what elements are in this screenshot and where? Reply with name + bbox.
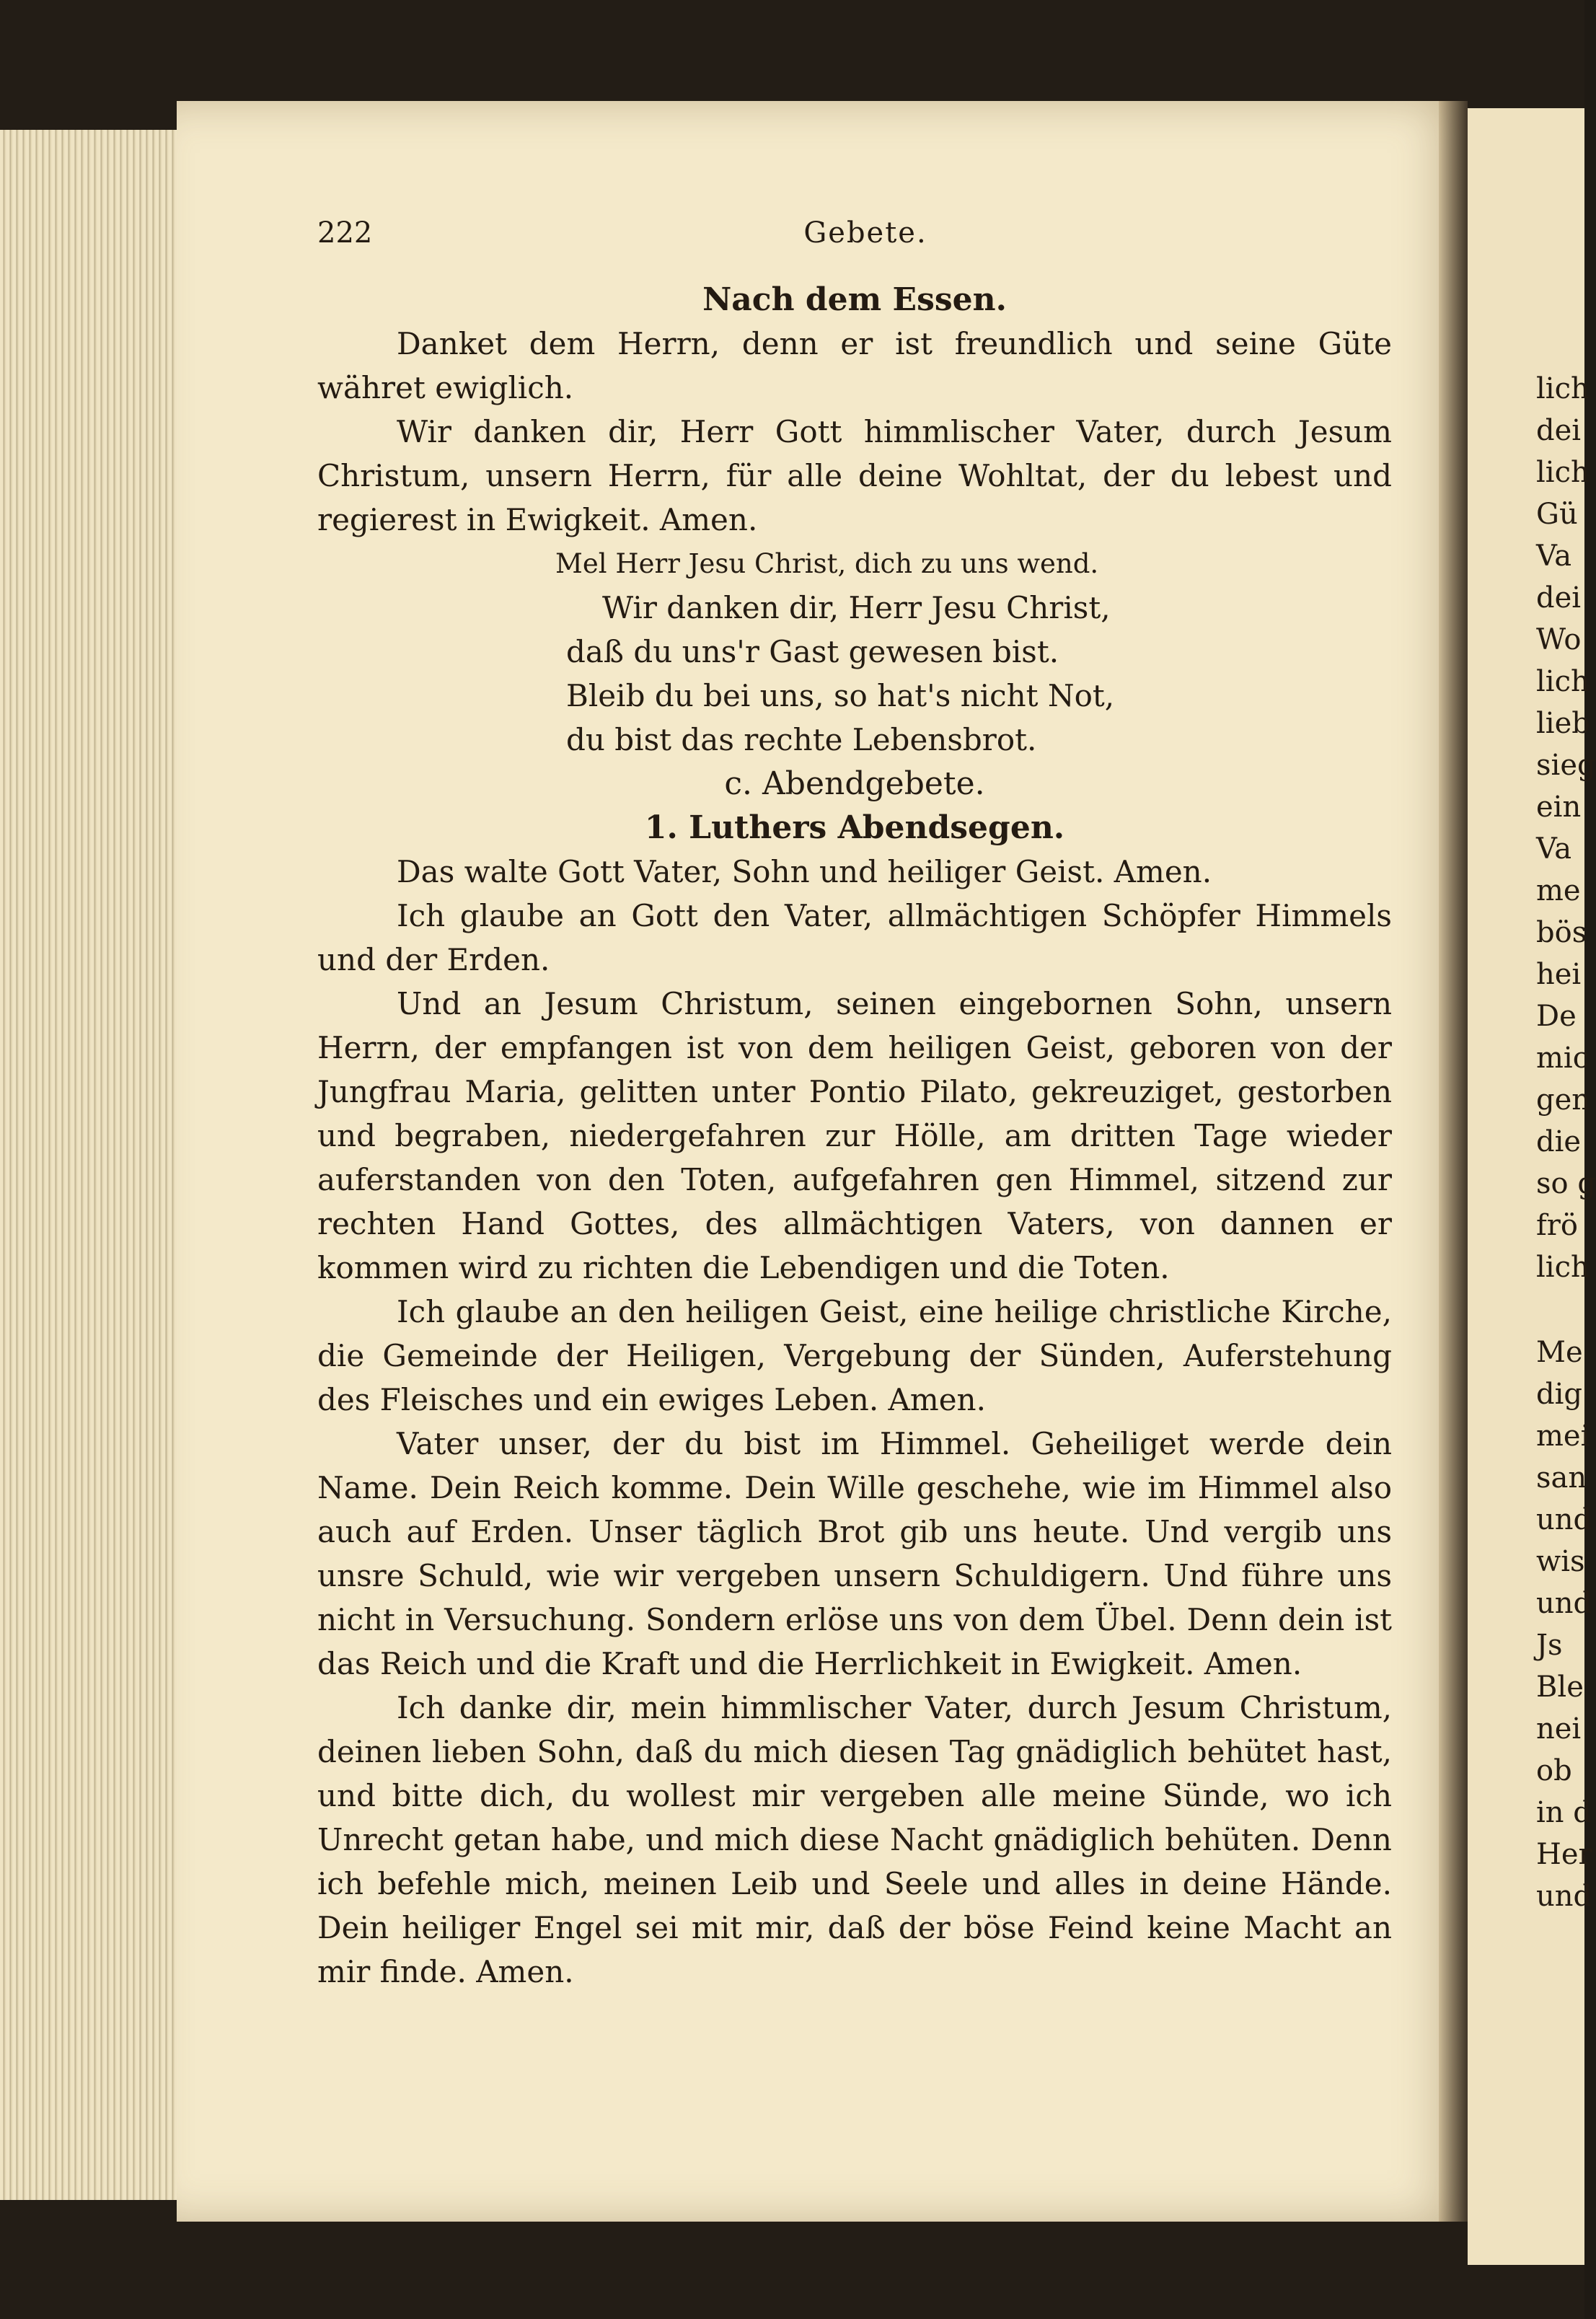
melody-note: Mel Herr Jesu Christ, dich zu uns wend. <box>555 548 1099 579</box>
facing-fragment: so g <box>1536 1167 1596 1200</box>
facing-fragment: De <box>1536 1000 1577 1033</box>
facing-fragment: Me <box>1536 1336 1583 1369</box>
facing-fragment: ein <box>1536 791 1582 824</box>
facing-fragment: und <box>1536 1503 1592 1536</box>
paragraph: Ich glaube an den heiligen Geist, eine heilige christliche Kirche, die Gemeinde der Heiligen, Vergebung der Sünden, Auferstehung des Fleisches und ein ewiges Leben. Amen. <box>317 1294 1392 1417</box>
facing-fragment: ob <box>1536 1754 1572 1787</box>
paragraph: Das walte Gott Vater, Sohn und heiliger Geist. Amen. <box>397 854 1212 889</box>
facing-fragment: me <box>1536 874 1581 907</box>
running-title: Gebete. <box>803 216 927 250</box>
facing-fragment: lich <box>1536 665 1590 698</box>
facing-fragment: bös <box>1536 916 1587 949</box>
facing-fragment: lich <box>1536 1251 1590 1284</box>
facing-fragment: nei <box>1536 1712 1582 1746</box>
page-header <box>317 216 1414 260</box>
facing-fragment: dei <box>1536 414 1582 447</box>
facing-fragment: dig <box>1536 1378 1583 1411</box>
facing-fragment: die <box>1536 1125 1582 1158</box>
facing-fragment: lieb <box>1536 707 1590 740</box>
section-heading-evening: c. Abendgebete. <box>724 765 985 802</box>
verse-line: daß du uns'r Gast gewesen bist. <box>566 634 1059 669</box>
page-edges <box>0 130 180 2200</box>
facing-fragment: mic <box>1536 1042 1590 1075</box>
facing-fragment: Js <box>1536 1629 1563 1662</box>
paragraph: Danket dem Herrn, denn er ist freundlich und seine Güte währet ewiglich. <box>317 326 1392 405</box>
facing-fragment: hei <box>1536 958 1582 991</box>
facing-fragment: gen <box>1536 1083 1591 1117</box>
section-heading-after-meal: Nach dem Essen. <box>702 281 1007 318</box>
facing-fragment: wis <box>1536 1545 1585 1578</box>
facing-fragment: Wo <box>1536 623 1582 656</box>
facing-fragment: und <box>1536 1587 1592 1620</box>
facing-fragment: dei <box>1536 581 1582 615</box>
verse-line: du bist das rechte Lebensbrot. <box>566 722 1037 757</box>
facing-page-text <box>1536 368 1596 1917</box>
hymn-verse <box>317 586 1392 762</box>
facing-fragment: lich <box>1536 456 1590 489</box>
facing-fragment: in d <box>1536 1796 1592 1829</box>
facing-fragment: san <box>1536 1461 1587 1495</box>
facing-gap <box>1536 1288 1587 1332</box>
facing-fragment: Va <box>1536 540 1572 573</box>
facing-fragment: Ble <box>1536 1671 1584 1704</box>
page-number: 222 <box>317 216 373 250</box>
verse-line: Wir danken dir, Herr Jesu Christ, <box>602 590 1111 625</box>
facing-fragment: mei <box>1536 1420 1590 1453</box>
facing-fragment: sieg <box>1536 749 1596 782</box>
paragraph: Vater unser, der du bist im Himmel. Geheiliget werde dein Name. Dein Reich komme. Dein Wille geschehe, wie im Himmel also auch auf Erden. Unser täglich Brot gib uns heute. Und vergib uns unsre Schuld, wie wir vergeben unsern Schuldigern. Und führe uns nicht in Versuchung. Sondern erlöse uns von dem Übel. Denn dein ist das Reich und die Kraft und die Herrlichkeit in Ewigkeit. Amen. <box>317 1426 1392 1681</box>
facing-fragment: Gü <box>1536 498 1578 531</box>
facing-fragment: lich <box>1536 372 1590 405</box>
paragraph: Und an Jesum Christum, seinen eingebornen Sohn, unsern Herrn, der empfangen ist von dem heiligen Geist, geboren von der Jungfrau Maria, gelitten unter Pontio Pilato, gekreuziget, gestorben und begraben, niedergefahren zur Hölle, am dritten Tage wieder auferstanden von den Toten, aufgefahren gen Himmel, sitzend zur rechten Hand Gottes, des allmächtigen Vaters, von dannen er kommen wird zu richten die Lebendigen und die Toten. <box>317 986 1392 1285</box>
facing-fragment: Her <box>1536 1838 1592 1871</box>
paragraph: Ich glaube an Gott den Vater, allmächtigen Schöpfer Himmels und der Erden. <box>317 898 1392 977</box>
facing-fragment: frö <box>1536 1209 1579 1242</box>
paragraph: Ich danke dir, mein himmlischer Vater, durch Jesum Christum, deinen lieben Sohn, daß du mich diesen Tag gnädiglich behütet hast, und bitte dich, du wollest mir vergeben alle meine Sünde, wo ich Unrecht getan habe, und mich diese Nacht gnädiglich behüten. Denn ich befehle mich, meinen Leib und Seele und alles in deine Hände. Dein heiliger Engel sei mit mir, daß der böse Feind keine Macht an mir finde. Amen. <box>317 1690 1392 1989</box>
subheading-luthers-abendsegen: 1. Luthers Abendsegen. <box>644 809 1065 846</box>
verse-line: Bleib du bei uns, so hat's nicht Not, <box>566 678 1115 713</box>
facing-fragment: und <box>1536 1880 1592 1913</box>
facing-fragment: Va <box>1536 832 1572 866</box>
page-body <box>317 278 1392 1994</box>
paragraph: Wir danken dir, Herr Gott himmlischer Vater, durch Jesum Christum, unsern Herrn, für alle deine Wohltat, der du lebest und regierest in Ewigkeit. Amen. <box>317 414 1392 537</box>
book-gutter <box>1439 101 1468 2222</box>
